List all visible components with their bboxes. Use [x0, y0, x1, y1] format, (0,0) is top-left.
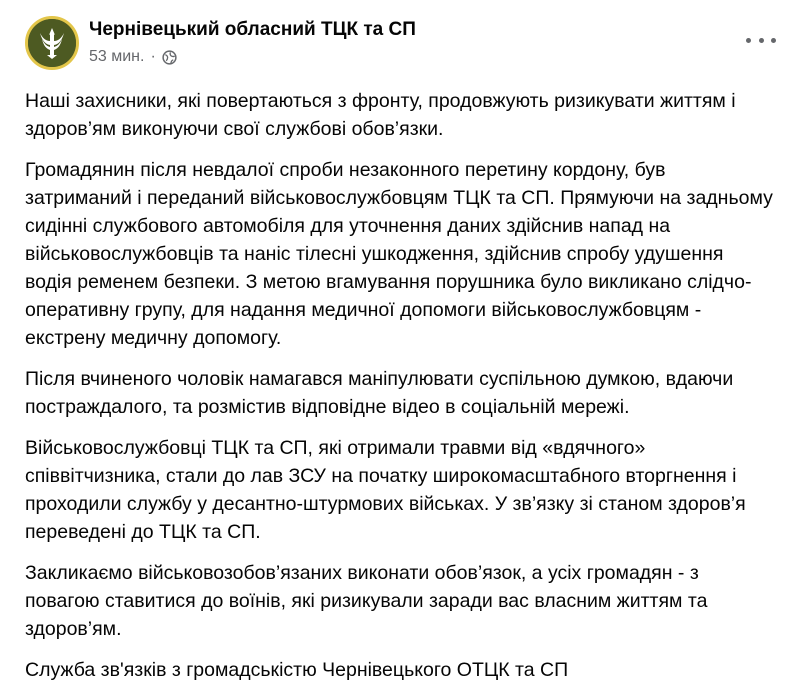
- post-timestamp[interactable]: 53 мин.: [89, 48, 145, 65]
- page-name[interactable]: Чернівецький обласний ТЦК та СП: [89, 19, 416, 40]
- post-meta: [89, 48, 177, 66]
- coat-of-arms-emblem: [28, 19, 76, 67]
- post-signature: Служба зв'язків з громадськістю Чернівецького ОТЦК та СП: [25, 659, 569, 681]
- post-paragraph: Громадянин після невдалої спроби незаконного перетину кордону, був затриманий і переданий військовослужбовцям ТЦК та СП. Прямуючи на задньому сидінні службового автомобіля для уточнення даних здійснив напад на військовослужбовців та наніс тілесні ушкодження, здійснив спробу удушення водія ременем безпеки. З метою вгамування порушника було викликано слідчо-оперативну групу, для надання медичної допомоги військовослужбовцям - екстрену медичну допомогу.: [25, 159, 773, 349]
- post-paragraph: Наші захисники, які повертаються з фронту, продовжують ризикувати життям і здоров’ям виконуючи свої службові обов’язки.: [25, 90, 736, 140]
- post-paragraph: Закликаємо військовозобов’язаних виконати обов’язок, а усіх громадян - з повагою ставитися до воїнів, які ризикували заради вас власним життям та здоров’ям.: [25, 562, 708, 640]
- post-paragraph: Після вчиненого чоловік намагався маніпулювати суспільною думкою, вдаючи постраждалого, та розмістив відповідне відео в соціальній мережі.: [25, 368, 734, 418]
- globe-icon[interactable]: [162, 50, 177, 65]
- meta-separator: ·: [150, 48, 156, 65]
- page-avatar[interactable]: [25, 16, 79, 70]
- post-paragraph: Військовослужбовці ТЦК та СП, які отримали травми від «вдячного» співвітчизника, стали до лав ЗСУ на початку широкомасштабного вторгнення і проходили службу у десантно-штурмових військах. У зв’язку зі станом здоров’я переведені до ТЦК та СП.: [25, 437, 746, 543]
- more-horizontal-icon[interactable]: [746, 30, 776, 50]
- post-body: [25, 87, 775, 697]
- post-header: [25, 16, 780, 76]
